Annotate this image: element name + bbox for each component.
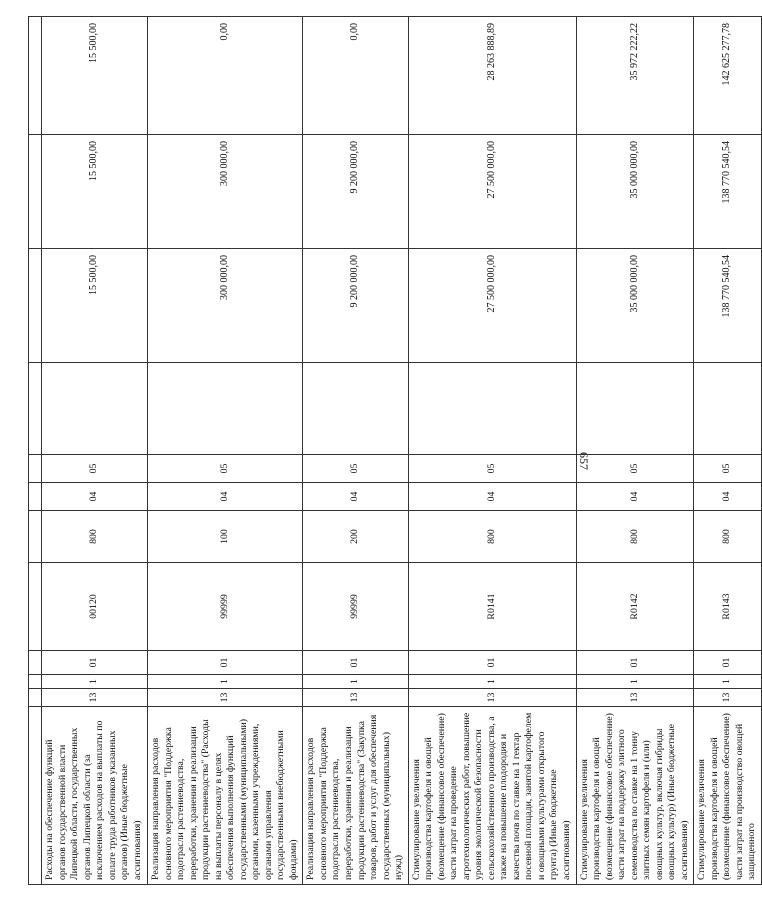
code-3: 01 [148, 651, 303, 675]
value-1: 35 000 000,00 [576, 249, 694, 363]
code-2: 1 [576, 675, 694, 689]
row-name: Реализация направления расходов основного мероприятия "Поддержка подотрасли растениеводства, переработки, хранения и реализации продукции растениеводства" (Закупка товаров, работ и услуг для обеспечения государственных (муниципальных) нужд) [303, 707, 408, 885]
value-2: 15 500,00 [42, 135, 148, 249]
spacer-cell [148, 363, 303, 455]
budget-table [28, 16, 762, 885]
code-6: 04 [148, 483, 303, 511]
code-5: 800 [408, 511, 576, 563]
value-1: 9 200 000,00 [303, 249, 408, 363]
spacer-cell [408, 363, 576, 455]
code-1: 13 [148, 689, 303, 707]
value-3: 0,00 [148, 17, 303, 135]
code-4: R0142 [576, 563, 694, 651]
code-1: 13 [694, 689, 762, 707]
code-3: 01 [694, 651, 762, 675]
row-name: Расходы на обеспечение функций органов государственной власти Липецкой области, государственных органов Липецкой области (за исключением расходов на выплаты по оплате труда работников указанных органов) (Иные бюджетные ассигнования) [42, 707, 148, 885]
code-4: 00120 [42, 563, 148, 651]
value-1: 300 000,00 [148, 249, 303, 363]
code-1: 13 [42, 689, 148, 707]
value-3: 28 263 888,89 [408, 17, 576, 135]
code-5: 100 [148, 511, 303, 563]
code-3: 01 [408, 651, 576, 675]
code-4: R0141 [408, 563, 576, 651]
code-6: 04 [576, 483, 694, 511]
table-row [576, 17, 694, 885]
code-6: 04 [408, 483, 576, 511]
code-7: 05 [694, 455, 762, 483]
code-3: 01 [303, 651, 408, 675]
code-7: 05 [408, 455, 576, 483]
code-7: 05 [42, 455, 148, 483]
code-7: 05 [303, 455, 408, 483]
value-1: 138 770 540,54 [694, 249, 762, 363]
row-name: Реализация направления расходов основного мероприятия "Поддержка подотрасли растениеводства, переработки, хранения и реализации продукции растениеводства" (Расходы на выплаты персоналу в целях обеспечения выполнения функций государственными (муниципальными) органами, казенными учреждениями, органами управления государственными внебюджетными фондами) [148, 707, 303, 885]
code-6: 04 [303, 483, 408, 511]
code-1: 13 [303, 689, 408, 707]
value-2: 300 000,00 [148, 135, 303, 249]
code-2: 1 [42, 675, 148, 689]
row-name: Стимулирование увеличения производства картофеля и овощей (возмещение (финансовое обеспечение) части затрат на производство овощей защищенного [694, 707, 762, 885]
value-2: 138 770 540,54 [694, 135, 762, 249]
value-3: 35 972 222,22 [576, 17, 694, 135]
value-2: 35 000 000,00 [576, 135, 694, 249]
table-row [148, 17, 303, 885]
table-row [694, 17, 762, 885]
table-row-top-border [29, 17, 42, 885]
code-4: 99999 [303, 563, 408, 651]
code-7: 05 [148, 455, 303, 483]
code-3: 01 [576, 651, 694, 675]
code-1: 13 [408, 689, 576, 707]
row-name: Стимулирование увеличения производства картофеля и овощей (возмещение (финансовое обеспечение) части затрат на поддержку элитного семеноводства по ставке на 1 тонну элитных семян картофеля и (или) овощных культур, включая гибриды овощных культур) (Иные бюджетные ассигнования) [576, 707, 694, 885]
spacer-cell [694, 363, 762, 455]
code-2: 1 [148, 675, 303, 689]
spacer-cell [303, 363, 408, 455]
code-4: 99999 [148, 563, 303, 651]
value-1: 15 500,00 [42, 249, 148, 363]
value-3: 142 625 277,78 [694, 17, 762, 135]
code-2: 1 [408, 675, 576, 689]
spacer-cell [42, 363, 148, 455]
code-5: 800 [576, 511, 694, 563]
code-4: R0143 [694, 563, 762, 651]
code-5: 200 [303, 511, 408, 563]
value-3: 0,00 [303, 17, 408, 135]
value-2: 27 500 000,00 [408, 135, 576, 249]
table-row [303, 17, 408, 885]
spacer-cell [576, 363, 694, 455]
table-row [42, 17, 148, 885]
value-2: 9 200 000,00 [303, 135, 408, 249]
code-5: 800 [42, 511, 148, 563]
row-name: Стимулирование увеличения производства картофеля и овощей (возмещение (финансовое обеспечение) части затрат на проведение агротехнологических работ, повышение уровня экологической безопасности сельскохозяйственного производства, а также на повышение плодородия и качества почв по ставке на 1 гектар посевной площади, занятой картофелем и овощными культурами открытого грунта) (Иные бюджетные ассигнования) [408, 707, 576, 885]
value-3: 15 500,00 [42, 17, 148, 135]
code-1: 13 [576, 689, 694, 707]
table-row [408, 17, 576, 885]
code-3: 01 [42, 651, 148, 675]
code-2: 1 [694, 675, 762, 689]
code-6: 04 [42, 483, 148, 511]
value-1: 27 500 000,00 [408, 249, 576, 363]
code-2: 1 [303, 675, 408, 689]
code-5: 800 [694, 511, 762, 563]
code-6: 04 [694, 483, 762, 511]
code-7: 05 [576, 455, 694, 483]
page-number: 657 [577, 452, 591, 470]
